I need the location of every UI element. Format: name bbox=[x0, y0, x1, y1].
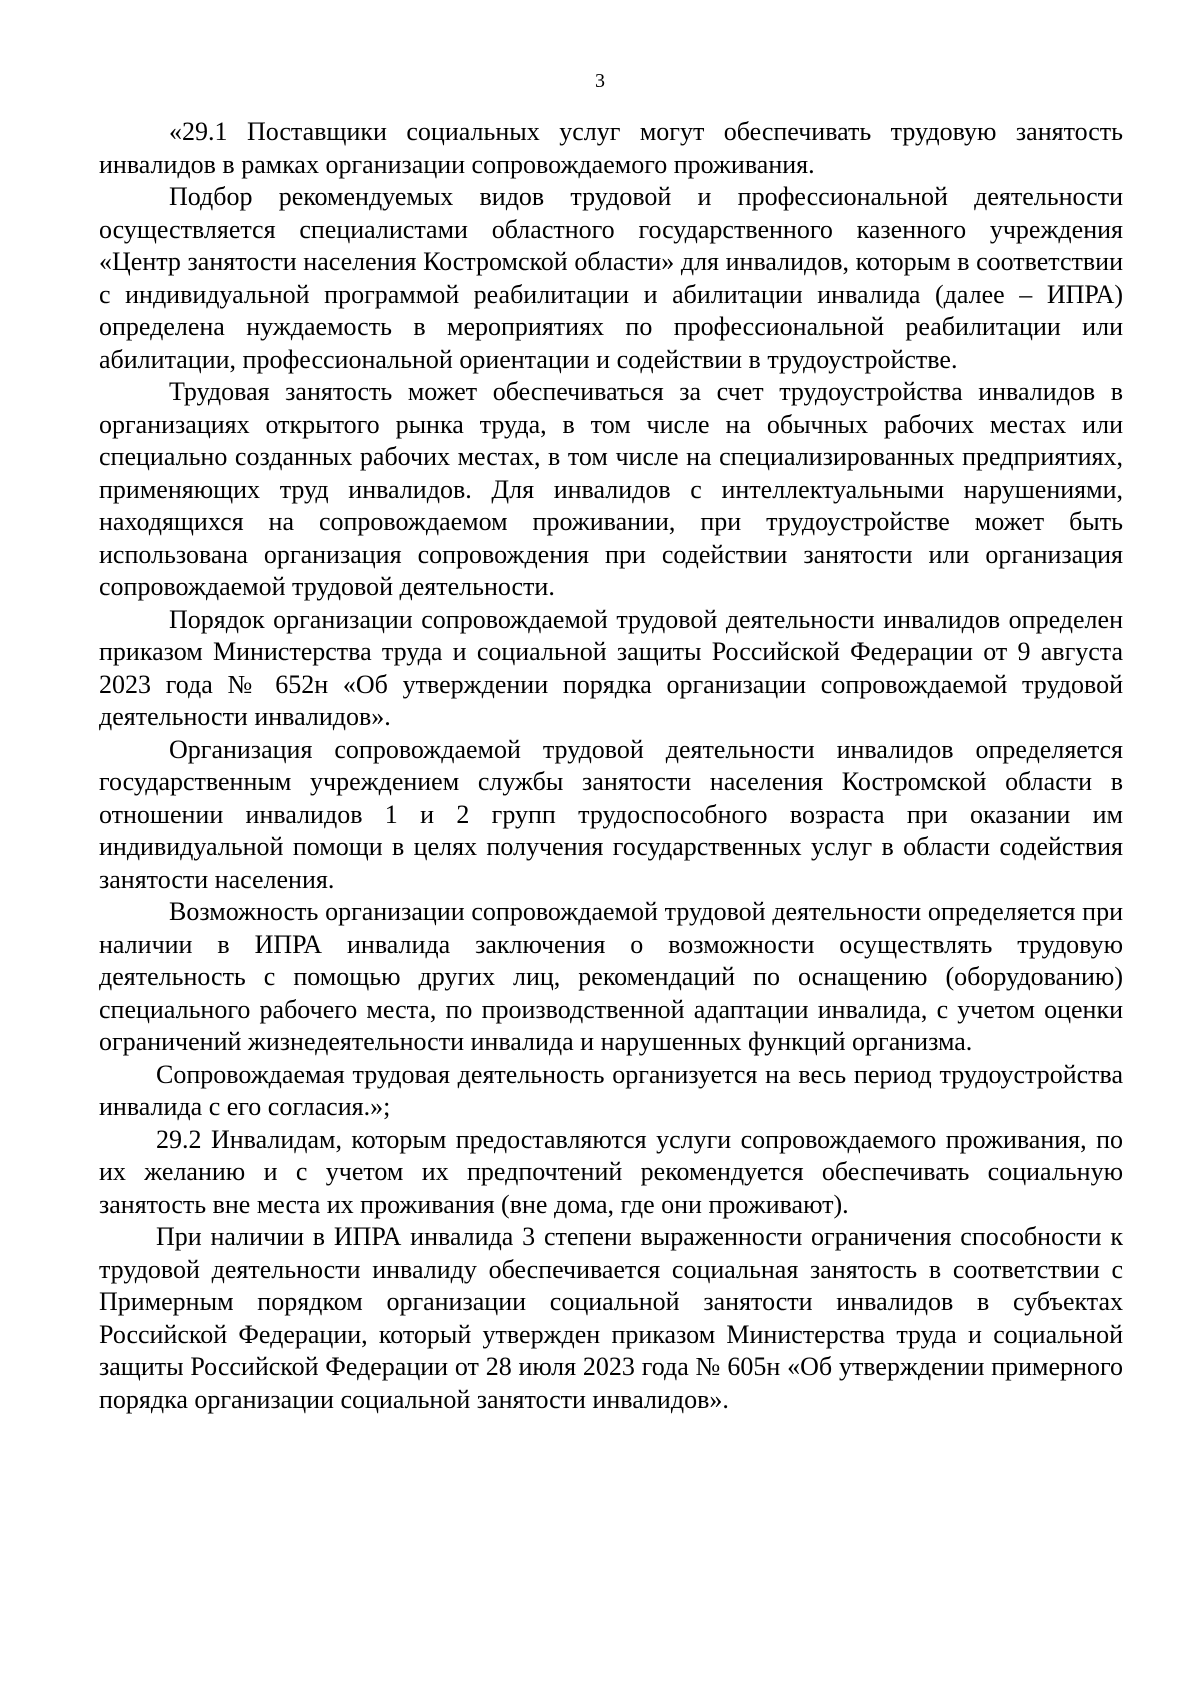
paragraph-29-1: «29.1 Поставщики социальных услуг могут обеспечивать трудовую занятость инвалидов в рамках организации сопровождаемого проживания. bbox=[99, 117, 1123, 179]
paragraph-selection-of-work: Подбор рекомендуемых видов трудовой и профессиональной деятельности осуществляется специалистами областного государственного казенного учреждения «Центр занятости населения Костромской области» для инвалидов, которым в соответствии с индивидуальной программой реабилитации и абилитации инвалида (далее – ИПРА) определена нуждаемость в мероприятиях по профессиональной реабилитации или абилитации, профессиональной ориентации и содействии в трудоустройстве. bbox=[99, 182, 1123, 374]
paragraph-possibility-of-organization: Возможность организации сопровождаемой трудовой деятельности определяется при наличии в ИПРА инвалида заключения о возможности осуществлять трудовую деятельность с помощью других лиц, рекомендаций по оснащению (оборудованию) специального рабочего места, по производственной адаптации инвалида, с учетом оценки ограничений жизнедеятельности инвалида и нарушенных функций организма. bbox=[99, 897, 1123, 1056]
paragraph-accompanied-period: Сопровождаемая трудовая деятельность организуется на весь период трудоустройства инвалида с его согласия.»; bbox=[99, 1059, 1123, 1121]
paragraph-organization-definition: Организация сопровождаемой трудовой деятельности инвалидов определяется государственным учреждением службы занятости населения Костромской области в отношении инвалидов 1 и 2 групп трудоспособного возраста при оказании им индивидуальной помощи в целях получения государственных услуг в области содействия занятости населения. bbox=[99, 734, 1123, 894]
paragraph-procedure-order-652n: Порядок организации сопровождаемой трудовой деятельности инвалидов определен приказом Министерства труда и социальной защиты Российской Федерации от 9 августа 2023 года № 652н «Об утверждении порядка организации сопровождаемой трудовой деятельности инвалидов». bbox=[99, 604, 1123, 731]
page-number: 3 bbox=[595, 70, 605, 92]
paragraph-29-2: 29.2 Инвалидам, которым предоставляются услуги сопровождаемого проживания, по их желанию и с учетом их предпочтений рекомендуется обеспечивать социальную занятость вне места их проживания (вне дома, где они проживают). bbox=[99, 1124, 1123, 1219]
paragraph-labor-employment: Трудовая занятость может обеспечиваться за счет трудоустройства инвалидов в организациях открытого рынка труда, в том числе на обычных рабочих местах или специально созданных рабочих местах, в том числе на специализированных предприятиях, применяющих труд инвалидов. Для инвалидов с интеллектуальными нарушениями, находящихся на сопровождаемом проживании, при трудоустройстве может быть использована организация сопровождения при содействии занятости или организация сопровождаемой трудовой деятельности. bbox=[99, 377, 1123, 601]
paragraph-social-employment-605n: При наличии в ИПРА инвалида 3 степени выраженности ограничения способности к трудовой деятельности инвалиду обеспечивается социальная занятость в соответствии с Примерным порядком организации социальной занятости инвалидов в субъектах Российской Федерации, который утвержден приказом Министерства труда и социальной защиты Российской Федерации от 28 июля 2023 года № 605н «Об утверждении примерного порядка организации социальной занятости инвалидов». bbox=[99, 1222, 1123, 1414]
document-body bbox=[99, 116, 1123, 1416]
